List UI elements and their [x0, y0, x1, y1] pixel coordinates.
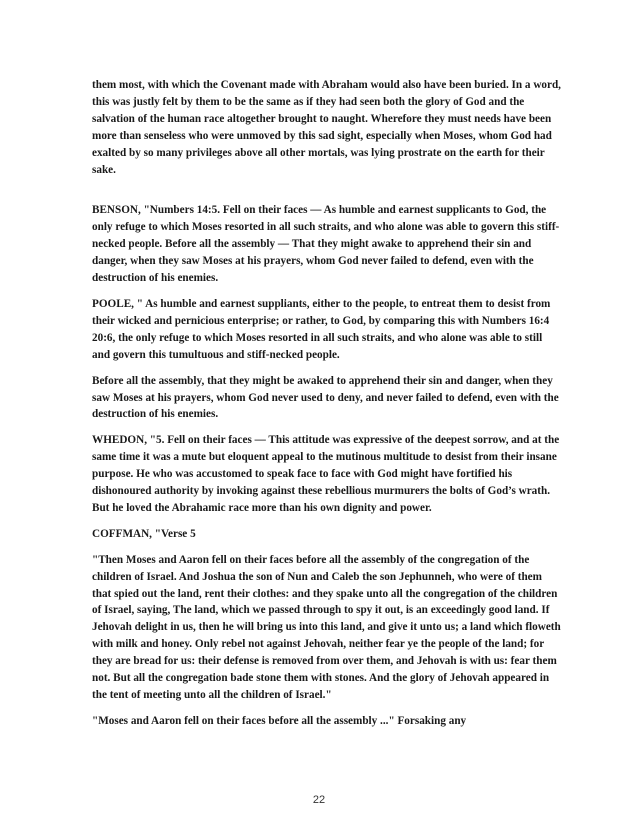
paragraph-calvin-continuation: them most, with which the Covenant made with Abraham would also have been buried. In a word, this was justly felt by them to be the same as if they had seen both the glory of God and the salvation of the human race altogether brought to naught. Wherefore they must needs have been more than senseless who were unmoved by this sad sight, especially when Moses, whom God had exalted by so many privileges above all other mortals, was lying prostrate on the earth for their sake. — [92, 79, 561, 176]
paragraph-whedon: WHEDON, "5. Fell on their faces — This attitude was expressive of the deepest sorrow, and at the same time it was a mute but eloquent appeal to the mutinous multitude to desist from their insane purpose. He who was accustomed to speak face to face with God might have fortified his dishonoured authority by invoking against these rebellious murmurers the bolts of God’s wrath. But he loved the Abrahamic race more than his own dignity and power. — [92, 434, 560, 514]
paragraph-coffman-comment: "Moses and Aaron fell on their faces before all the assembly ..." Forsaking any — [92, 714, 467, 727]
paragraph-poole-continued: Before all the assembly, that they might be awaked to apprehend their sin and danger, when they saw Moses at his prayers, whom God never used to deny, and never failed to defend, even with the destruction of his enemies. — [92, 374, 559, 421]
paragraph-poole: POOLE, " As humble and earnest suppliants, either to the people, to entreat them to desist from their wicked and pernicious enterprise; or rather, to God, by comparing this with Numbers 16:4 20:6, the only refuge to which Moses resorted in all such straits, and who alone was able to still and govern this tumultuous and stiff-necked people. — [92, 297, 551, 361]
document-body — [92, 77, 562, 730]
paragraph-coffman-quote: "Then Moses and Aaron fell on their faces before all the assembly of the congregation of the children of Israel. And Joshua the son of Nun and Caleb the son Jephunneh, who were of them that spied out the land, rent their clothes: and they spake unto all the congregation of the children of Israel, saying, The land, which we passed through to spy it out, is an exceedingly good land. If Jehovah delight in us, then he will bring us into this land, and give it unto us; a land which floweth with milk and honey. Only rebel not against Jehovah, neither fear ye the people of the land; for they are bread for us: their defense is removed from over them, and Jehovah is with us: fear them not. But all the congregation bade stone them with stones. And the glory of Jehovah appeared in the tent of meeting unto all the children of Israel." — [92, 553, 561, 701]
paragraph-benson: BENSON, "Numbers 14:5. Fell on their faces — As humble and earnest supplicants to God, the only refuge to which Moses resorted in all such straits, and who alone was able to govern this stiff-necked people. Before all the assembly — That they might awake to apprehend their sin and danger, when they saw Moses at his prayers, whom God never failed to defend, even with the destruction of his enemies. — [92, 204, 560, 285]
page-number: 22 — [312, 794, 326, 806]
paragraph-coffman-heading: COFFMAN, "Verse 5 — [92, 527, 196, 540]
